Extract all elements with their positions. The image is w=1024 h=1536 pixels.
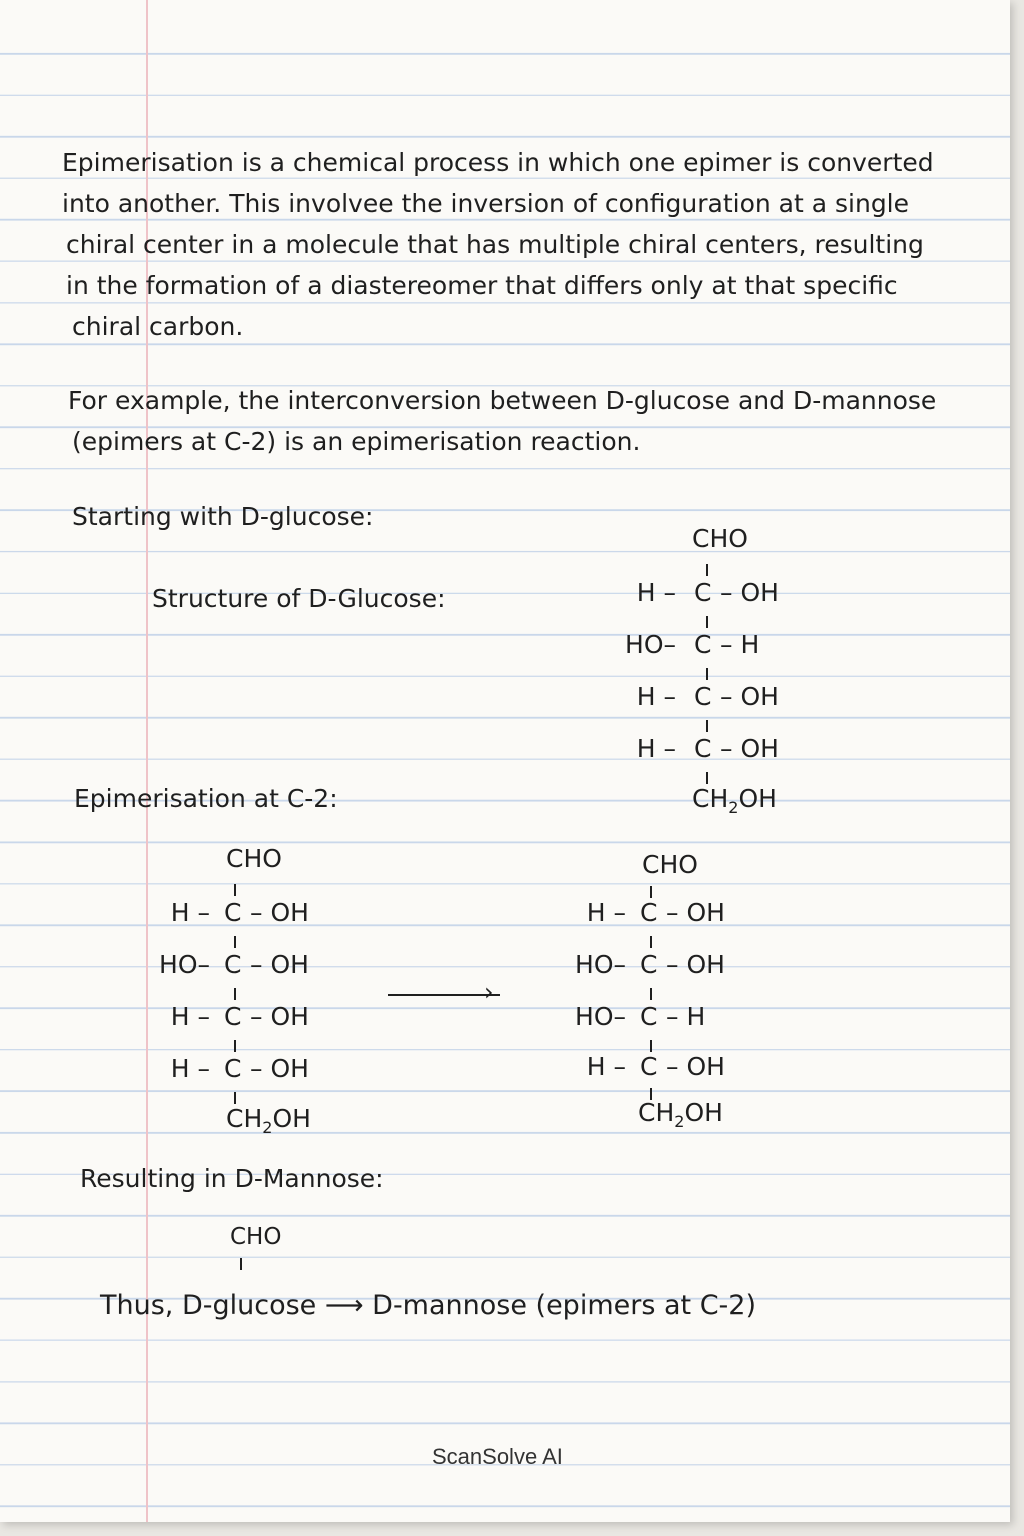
paragraph-line: chiral center in a molecule that has multiple chiral centers, resulting — [66, 230, 924, 259]
substituent-right: – OH — [666, 898, 725, 927]
paragraph-line: Epimerisation is a chemical process in which one epimer is converted — [62, 148, 934, 177]
bond — [706, 616, 708, 628]
bond — [650, 936, 652, 948]
substituent-left: HO– — [575, 1002, 626, 1031]
label-structure-glucose: Structure of D-Glucose: — [152, 584, 446, 613]
paragraph-line: chiral carbon. — [72, 312, 244, 341]
bond — [706, 564, 708, 576]
carbon: C — [224, 898, 242, 927]
bond — [234, 1040, 236, 1052]
aldehyde-group: CHO — [692, 524, 748, 553]
heading-starting: Starting with D-glucose: — [72, 502, 374, 531]
glucose-structure — [606, 520, 826, 820]
carbon-row — [556, 950, 746, 984]
substituent-right: – OH — [250, 898, 309, 927]
substituent-left: H – — [170, 1054, 210, 1083]
arrow-head-icon: › — [484, 978, 494, 1006]
bond — [650, 1040, 652, 1052]
substituent-left: HO– — [159, 950, 210, 979]
bond — [234, 1092, 236, 1104]
hydroxymethyl-group: $CH_2OH$ — [638, 1098, 723, 1131]
substituent-left: H – — [586, 898, 626, 927]
substituent-right: – OH — [666, 950, 725, 979]
carbon: C — [694, 630, 712, 659]
carbon-row — [606, 578, 796, 612]
paragraph-line: in the formation of a diastereomer that differs only at that specific — [66, 271, 898, 300]
substituent-right: – OH — [250, 950, 309, 979]
substituent-left: H – — [586, 1052, 626, 1081]
substituent-right: – OH — [720, 682, 779, 711]
bond — [650, 886, 652, 898]
substituent-left: H – — [636, 734, 676, 763]
substituent-left: H – — [636, 682, 676, 711]
carbon-row — [140, 950, 330, 984]
carbon-row — [606, 682, 796, 716]
bond — [706, 772, 708, 784]
carbon-row — [556, 1052, 746, 1086]
bond — [234, 988, 236, 1000]
substituent-left: H – — [170, 1002, 210, 1031]
bond — [706, 668, 708, 680]
carbon-row — [140, 1002, 330, 1036]
substituent-right: – OH — [666, 1052, 725, 1081]
paragraph-line: into another. This involvee the inversion of configuration at a single — [62, 189, 910, 218]
carbon: C — [224, 1054, 242, 1083]
paragraph-line: For example, the interconversion between D-glucose and D-mannose — [68, 386, 937, 415]
substituent-right: – OH — [720, 578, 779, 607]
substituent-left: HO– — [575, 950, 626, 979]
conclusion: Thus, D-glucose ⟶ D-mannose (epimers at C-2) — [100, 1290, 757, 1321]
carbon: C — [640, 1052, 658, 1081]
heading-resulting: Resulting in D-Mannose: — [80, 1164, 384, 1193]
substituent-right: – H — [720, 630, 760, 659]
bond — [234, 884, 236, 896]
substituent-left: HO– — [625, 630, 676, 659]
paragraph-line: (epimers at C-2) is an epimerisation reaction. — [72, 427, 641, 456]
substituent-right: – OH — [250, 1054, 309, 1083]
carbon-row — [556, 1002, 746, 1036]
carbon-row — [140, 898, 330, 932]
bond — [650, 988, 652, 1000]
bond — [234, 936, 236, 948]
substituent-right: – OH — [250, 1002, 309, 1031]
carbon: C — [694, 578, 712, 607]
reactant-structure — [140, 840, 360, 1140]
carbon-row — [606, 630, 796, 664]
bond — [706, 720, 708, 732]
carbon: C — [640, 950, 658, 979]
hydroxymethyl-group: $CH_2OH$ — [692, 784, 777, 817]
carbon: C — [224, 1002, 242, 1031]
carbon-row — [606, 734, 796, 768]
hydroxymethyl-group: $CH_2OH$ — [226, 1104, 311, 1137]
substituent-right: – OH — [720, 734, 779, 763]
carbon: C — [694, 682, 712, 711]
watermark: ScanSolve AI — [432, 1444, 563, 1469]
carbon: C — [640, 898, 658, 927]
carbon: C — [640, 1002, 658, 1031]
aldehyde-group: CHO — [230, 1224, 282, 1250]
carbon: C — [694, 734, 712, 763]
bond — [240, 1258, 242, 1270]
aldehyde-group: CHO — [226, 844, 282, 873]
carbon-row — [140, 1054, 330, 1088]
substituent-left: H – — [170, 898, 210, 927]
substituent-right: – H — [666, 1002, 706, 1031]
product-structure — [556, 846, 776, 1146]
heading-epimerisation: Epimerisation at C-2: — [74, 784, 338, 813]
carbon: C — [224, 950, 242, 979]
aldehyde-group: CHO — [642, 850, 698, 879]
carbon-row — [556, 898, 746, 932]
substituent-left: H – — [636, 578, 676, 607]
